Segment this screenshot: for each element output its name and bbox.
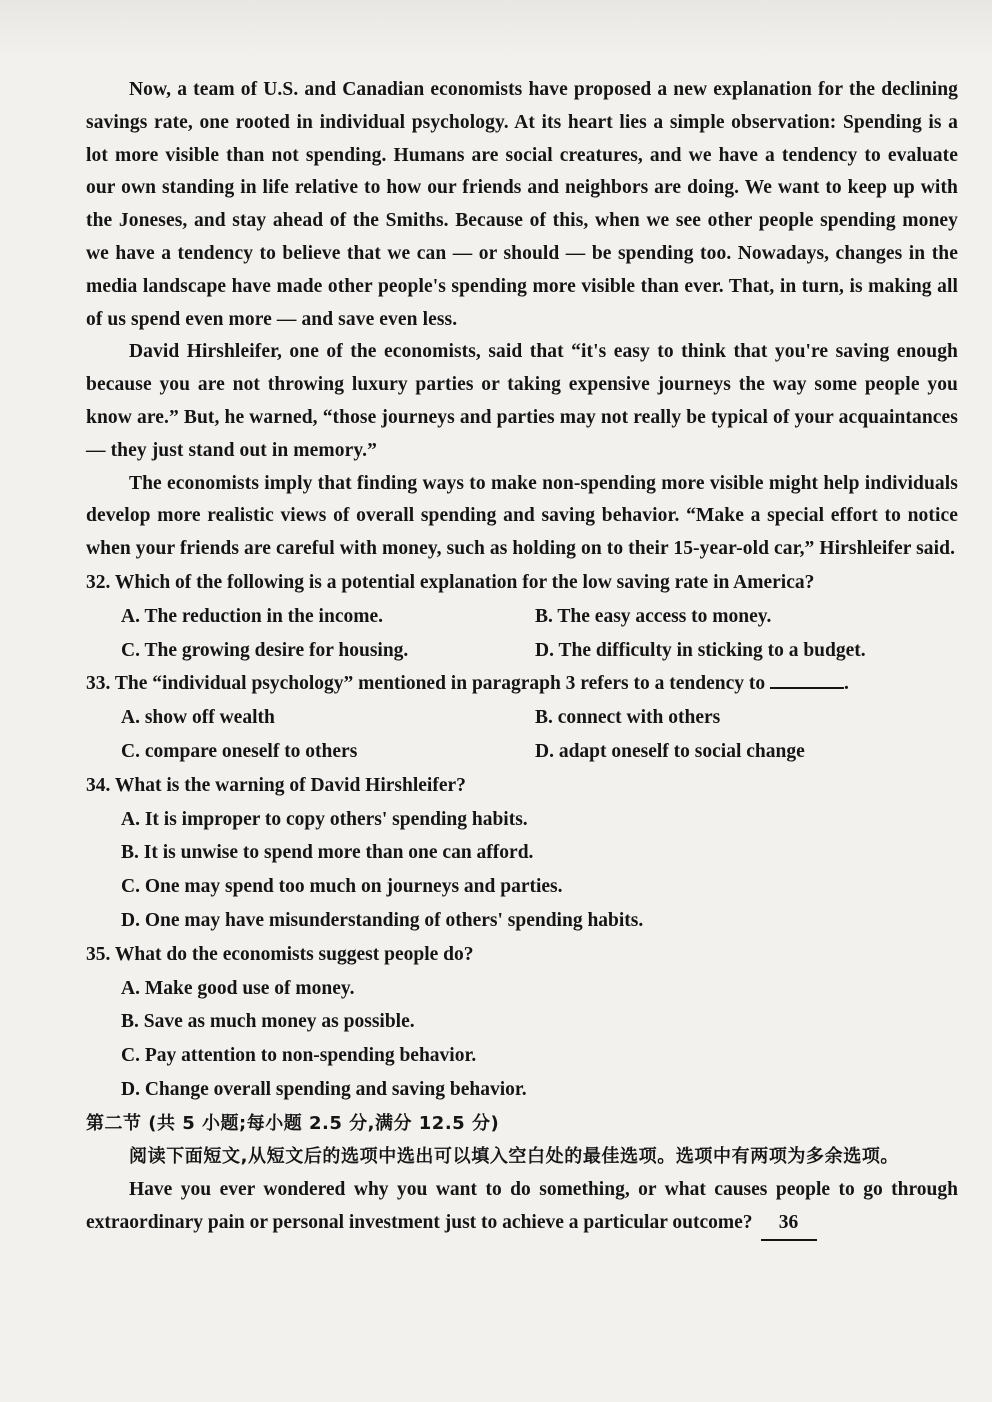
question-33-stem: 33. The “individual psychology” mentioned in paragraph 3 refers to a tendency to [86, 673, 766, 695]
question-32 [86, 566, 958, 667]
question-35-option-a[interactable]: A. Make good use of money. [121, 977, 355, 999]
question-32-options-row-2 [86, 634, 958, 668]
passage-paragraph-2: David Hirshleifer, one of the economists, said that “it's easy to think that you're saving enough because you are not throwing luxury parties or taking expensive journeys the way some people you know are.” But, he warned, “those journeys and parties may not really be typical of your acquaintances — they just stand out in memory.” [86, 341, 958, 461]
question-34-option-b[interactable]: B. It is unwise to spend more than one can afford. [121, 842, 534, 864]
question-33-option-a[interactable]: A. show off wealth [121, 707, 275, 729]
question-35-option-c[interactable]: C. Pay attention to non-spending behavior. [121, 1045, 477, 1067]
question-32-option-a[interactable]: A. The reduction in the income. [121, 605, 383, 627]
section-2-instruction: 阅读下面短文,从短文后的选项中选出可以填入空白处的最佳选项。选项中有两项为多余选项。 [129, 1145, 900, 1167]
passage-paragraph-1: Now, a team of U.S. and Canadian economists have proposed a new explanation for the declining savings rate, one rooted in individual psychology. At its heart lies a simple observation: Spending is a lot more visible than not spending. Humans are social creatures, and we have a tendency to evaluate our own standing in life relative to how our friends and neighbors are doing. We want to keep up with the Joneses, and stay ahead of the Smiths. Because of this, when we see other people spending money we have a tendency to believe that we can — or should — be spending too. Nowadays, changes in the media landscape have made other people's spending more visible than ever. That, in turn, is making all of us spend even more — and save even less. [86, 79, 958, 330]
question-32-option-c[interactable]: C. The growing desire for housing. [121, 639, 409, 661]
question-32-stem: 32. Which of the following is a potential explanation for the low saving rate in America? [86, 571, 815, 593]
question-34-stem: 34. What is the warning of David Hirshleifer? [86, 774, 466, 796]
question-33-stem-line [86, 667, 958, 701]
question-35-option-d[interactable]: D. Change overall spending and saving behavior. [121, 1078, 527, 1100]
question-33-option-c[interactable]: C. compare oneself to others [121, 740, 358, 762]
question-33-options-row-1 [86, 701, 958, 735]
question-33-option-d[interactable]: D. adapt oneself to social change [535, 740, 805, 762]
question-34-option-c[interactable]: C. One may spend too much on journeys and parties. [121, 876, 563, 898]
question-34 [86, 769, 958, 938]
section-2-title: 第二节 (共 5 小题;每小题 2.5 分,满分 12.5 分) [86, 1112, 500, 1134]
question-34-option-d[interactable]: D. One may have misunderstanding of others' spending habits. [121, 909, 644, 931]
question-35-stem: 35. What do the economists suggest people do? [86, 943, 474, 965]
question-33 [86, 667, 958, 768]
question-32-option-b[interactable]: B. The easy access to money. [535, 605, 772, 627]
passage-paragraph-3: The economists imply that finding ways to make non-spending more visible might help individuals develop more realistic views of overall spending and saving behavior. “Make a special effort to notice when your friends are careful with money, such as holding on to their 15-year-old car,” Hirshleifer said. [86, 472, 958, 560]
question-32-option-d[interactable]: D. The difficulty in sticking to a budget. [535, 639, 866, 661]
question-33-stem-end: . [844, 673, 849, 695]
question-33-options-row-2 [86, 735, 958, 769]
question-34-option-a[interactable]: A. It is improper to copy others' spending habits. [121, 808, 528, 830]
question-35 [86, 938, 958, 1107]
page-content [86, 74, 958, 1241]
question-33-blank[interactable] [770, 669, 844, 689]
question-32-options-row-1 [86, 600, 958, 634]
section-2-passage [86, 1173, 958, 1241]
question-35-option-b[interactable]: B. Save as much money as possible. [121, 1011, 415, 1033]
question-33-option-b[interactable]: B. connect with others [535, 707, 721, 729]
blank-36[interactable]: 36 [761, 1206, 817, 1241]
scan-top-shade [0, 0, 992, 60]
section-2-passage-text: Have you ever wondered why you want to do something, or what causes people to go through extraordinary pain or personal investment just to achieve a particular outcome? [86, 1178, 958, 1233]
